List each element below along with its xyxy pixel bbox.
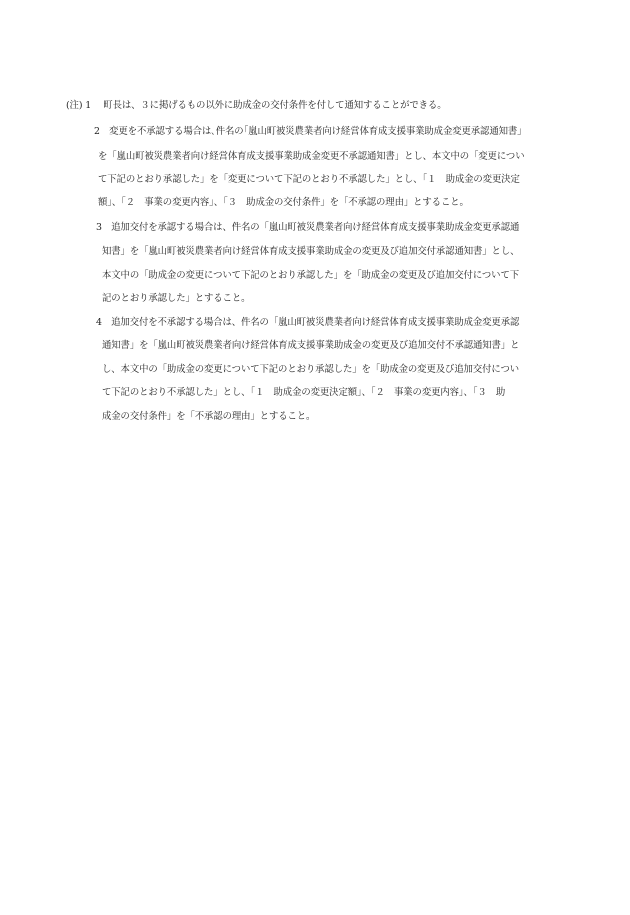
note-4-line-3: し、本文中の「助成金の変更について下記のとおり承認した」を「助成金の変更及び追加交付につい [102, 364, 520, 375]
note-3-line-2: 知書」を「嵐山町被災農業者向け経営体育成支援事業助成金の変更及び追加交付承認通知書」とし、 [102, 246, 520, 257]
note-3-line-1: 3 追加交付を承認する場合は、件名の「嵐山町被災農業者向け経営体育成支援事業助成金変更承認通 [96, 222, 520, 233]
note-2-line-2: を「嵐山町被災農業者向け経営体育成支援事業助成金変更不承認通知書」とし、本文中の「変更につい [98, 151, 525, 162]
note-4-line-2: 通知書」を「嵐山町被災農業者向け経営体育成支援事業助成金の変更及び追加交付不承認通知書」と [102, 340, 520, 351]
note-4-line-4: て下記のとおり不承認した」とし、「１ 助成金の変更決定額」、「２ 事業の変更内容」、「３ 助 [102, 387, 506, 398]
note-3-line-4: 記のとおり承認した」とすること。 [102, 293, 251, 304]
note-4-line-5: 成金の交付条件」を「不承認の理由」とすること。 [102, 411, 316, 422]
note-2-line-4: 額」、「２ 事業の変更内容」、「３ 助成金の交付条件」を「不承認の理由」とすること。 [98, 197, 469, 208]
note-3-line-3: 本文中の「助成金の変更について下記のとおり承認した」を「助成金の変更及び追加交付について下 [102, 270, 520, 281]
note-2-line-1: 2 変更を不承認する場合は､件名の｢嵐山町被災農業者向け経営体育成支援事業助成金変更承認通知書｣ [94, 126, 522, 137]
note-4-line-1: 4 追加交付を不承認する場合は、件名の「嵐山町被災農業者向け経営体育成支援事業助成金変更承認 [96, 317, 520, 328]
note-1-line: (注) 1 町長は、３に掲げるもの以外に助成金の交付条件を付して通知することができる。 [66, 100, 447, 111]
note-2-line-3: て下記のとおり承認した」を「変更について下記のとおり不承認した」とし、「１ 助成金の変更決定 [98, 174, 520, 185]
